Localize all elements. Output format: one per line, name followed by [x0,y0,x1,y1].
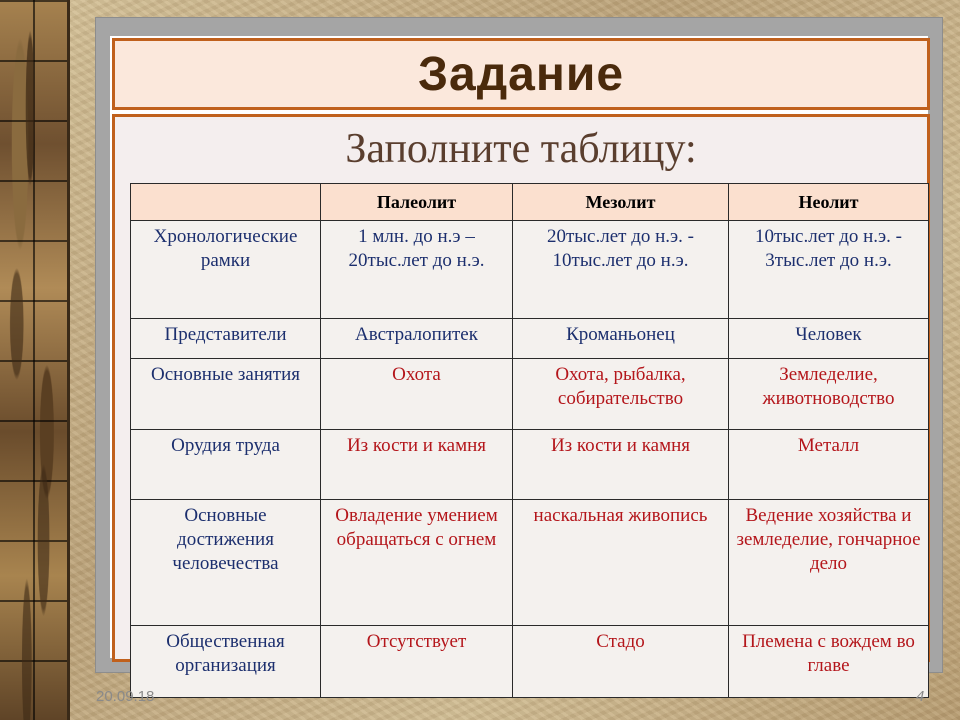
row-label: Орудия труда [131,430,321,500]
table-cell: Стадо [513,626,729,698]
row-label: Представители [131,319,321,359]
table-cell: Из кости и камня [513,430,729,500]
table-row [131,221,929,319]
row-label: Основные занятия [131,359,321,430]
header-paleolithic: Палеолит [321,184,513,221]
table-row [131,319,929,359]
table-cell: Кроманьонец [513,319,729,359]
table-cell: Из кости и камня [321,430,513,500]
table-cell: наскальная живопись [513,500,729,626]
table-row [131,626,929,698]
title-box [112,38,930,110]
table-cell: Человек [729,319,929,359]
table-cell: Ведение хозяйства и земледелие, гончарное дело [729,500,929,626]
table-cell: 20тыс.лет до н.э. - 10тыс.лет до н.э. [513,221,729,319]
comparison-table [130,183,929,698]
table-row [131,430,929,500]
table-cell: Австралопитек [321,319,513,359]
slide-number: 4 [916,688,925,705]
table-row [131,359,929,430]
table-cell: Отсутствует [321,626,513,698]
table-cell: 1 млн. до н.э – 20тыс.лет до н.э. [321,221,513,319]
slide-subtitle: Заполните таблицу: [345,126,697,172]
table-cell: Земледелие, животноводство [729,359,929,430]
footer-date: 20.09.18 [96,688,155,705]
table-cell: Охота [321,359,513,430]
header-mesolithic: Мезолит [513,184,729,221]
decorative-side-strip [0,0,70,720]
header-neolithic: Неолит [729,184,929,221]
row-label: Основные достижения человечества [131,500,321,626]
table-cell: 10тыс.лет до н.э. - 3тыс.лет до н.э. [729,221,929,319]
table-header-row [131,184,929,221]
header-empty-cell [131,184,321,221]
table-cell: Овладение умением обращаться с огнем [321,500,513,626]
table-cell: Металл [729,430,929,500]
row-label: Хронологические рамки [131,221,321,319]
table-row [131,500,929,626]
slide-title: Задание [417,47,625,101]
table-cell: Охота, рыбалка, собирательство [513,359,729,430]
table-cell: Племена с вождем во главе [729,626,929,698]
row-label: Общественная организация [131,626,321,698]
